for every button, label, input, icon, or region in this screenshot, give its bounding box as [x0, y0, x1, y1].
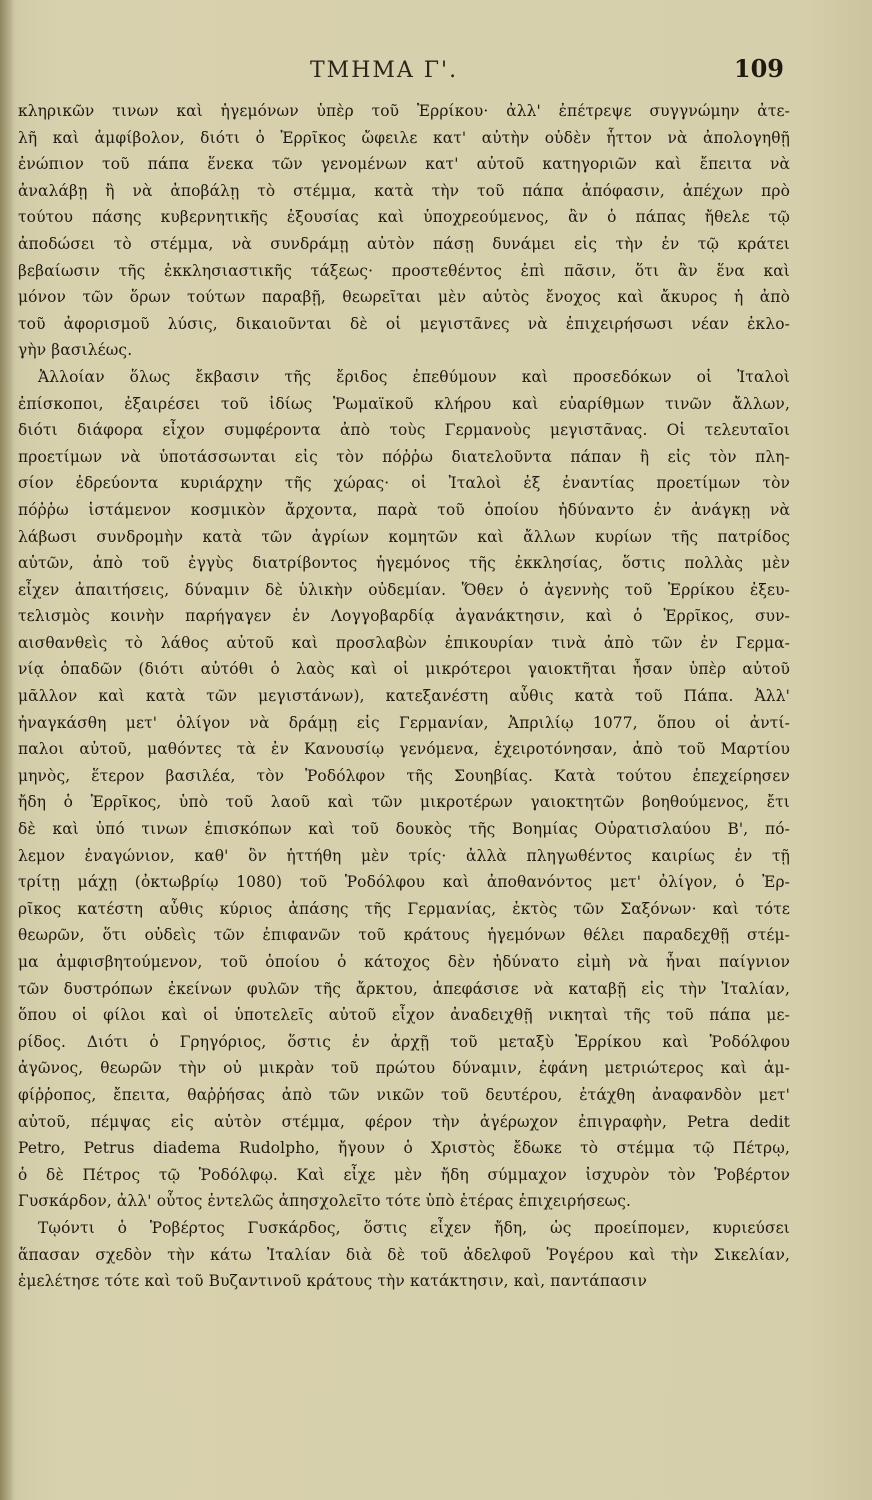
text-line: τρίτῃ μάχῃ (ὀκτωβρίῳ 1080) τοῦ Ῥοδόλφου καὶ ἀποθανόντος μετ' ὀλίγον, ὁ Ἐρ- [18, 873, 790, 892]
text-line: ὁ δὲ Πέτρος τῷ Ῥοδόλφῳ. Καὶ εἶχε μὲν ἤδη σύμμαχον ἰσχυρὸν τὸν Ῥοβέρτον [18, 1165, 790, 1184]
text-line: εἶχεν ἀπαιτήσεις, δύναμιν δὲ ὑλικὴν οὐδεμίαν. Ὅθεν ὁ ἀγεννὴς τοῦ Ἐρρίκου ἐξευ- [18, 580, 790, 599]
text-line: ἐμελέτησε τότε καὶ τοῦ Βυζαντινοῦ κράτους τὴν κατάκτησιν, καὶ, παντάπασιν [18, 1272, 647, 1291]
text-line: αὐτοῦ, πέμψας εἰς αὐτὸν στέμμα, φέρον τὴν ἀγέρωχον ἐπιγραφὴν, Petra dedit [18, 1112, 790, 1131]
text-line: λεμον ἐναγώνιον, καθ' ὃν ἡττήθη μὲν τρίς· ἀλλὰ πληγωθέντος καιρίως ἐν τῇ [18, 846, 790, 865]
text-line: μόνον τῶν ὅρων τούτων παραβῇ, θεωρεῖται μὲν αὐτὸς ἔνοχος καὶ ἄκυρος ἡ ἀπὸ [18, 288, 790, 307]
running-title: ΤΜΗΜΑ Γ'. [310, 58, 459, 83]
text-line: Γυσκάρδον, ἀλλ' οὗτος ἐντελῶς ἀπησχολεῖτο τότε ὑπὸ ἑτέρας ἐπιχειρήσεως. [18, 1192, 632, 1211]
text-line: παλοι αὐτοῦ, μαθόντες τὰ ἐν Κανουσίῳ γενόμενα, ἐχειροτόνησαν, ἀπὸ τοῦ Μαρτίου [18, 740, 790, 759]
text-line: μηνὸς, ἕτερον βασιλέα, τὸν Ῥοδόλφον τῆς Σουηβίας. Κατὰ τούτου ἐπεχείρησεν [18, 766, 790, 785]
page-gutter [0, 0, 14, 1500]
text-line: θεωρῶν, ὅτι οὐδεὶς τῶν ἐπιφανῶν τοῦ κράτους ἡγεμόνων θέλει παραδεχθῇ στέμ- [18, 926, 790, 945]
text-line: τελισμὸς κοινὴν παρήγαγεν ἐν Λογγοβαρδίᾳ ἀγανάκτησιν, καὶ ὁ Ἐρρῖκος, συν- [18, 607, 790, 626]
text-line: ἤδη ὁ Ἐρρῖκος, ὑπὸ τοῦ λαοῦ καὶ τῶν μικροτέρων γαιοκτητῶν βοηθούμενος, ἔτι [18, 793, 790, 812]
body-text [18, 98, 790, 1295]
text-line: ἀποδώσει τὸ στέμμα, νὰ συνδράμῃ αὐτὸν πάσῃ δυνάμει εἰς τὴν ἐν τῷ κράτει [18, 234, 790, 253]
text-line: Ἀλλοίαν ὅλως ἔκβασιν τῆς ἔριδος ἐπεθύμουν καὶ προσεδόκων οἱ Ἰταλοὶ [38, 367, 790, 386]
text-line: ἅπασαν σχεδὸν τὴν κάτω Ἰταλίαν διὰ δὲ τοῦ ἀδελφοῦ Ῥογέρου καὶ τὴν Σικελίαν, [18, 1245, 790, 1264]
text-line: Petro, Petrus diadema Rudolpho, ἤγουν ὁ Χριστὸς ἔδωκε τὸ στέμμα τῷ Πέτρῳ, [18, 1139, 790, 1158]
text-line: κληρικῶν τινων καὶ ἡγεμόνων ὑπὲρ τοῦ Ἐρρίκου· ἀλλ' ἐπέτρεψε συγγνώμην ἀτε- [18, 102, 790, 120]
text-line: προετίμων νὰ ὑποτάσσωνται εἰς τὸν πόῤῥω διατελοῦντα πάπαν ἢ εἰς τὸν πλη- [18, 447, 790, 466]
text-line: τούτου πάσης κυβερνητικῆς ἐξουσίας καὶ ὑποχρεούμενος, ἂν ὁ πάπας ἤθελε τῷ [18, 208, 790, 227]
text-line: φίῤῥοπος, ἔπειτα, θαῤῥήσας ἀπὸ τῶν νικῶν τοῦ δευτέρου, ἐτάχθη ἀναφανδὸν μετ' [18, 1085, 790, 1104]
text-line: αισθανθεὶς τὸ λάθος αὐτοῦ καὶ προσλαβὼν ἐπικουρίαν τινὰ ἀπὸ τῶν ἐν Γερμα- [18, 633, 790, 652]
text-line: τοῦ ἀφορισμοῦ λύσις, δικαιοῦνται δὲ οἱ μεγιστᾶνες νὰ ἐπιχειρήσωσι νέαν ἐκλο- [18, 314, 790, 333]
text-line: ὅπου οἱ φίλοι καὶ οἱ ὑποτελεῖς αὐτοῦ εἶχον ἀναδειχθῇ νικηταὶ τῆς τοῦ πάπα με- [18, 1006, 790, 1025]
text-line: μᾶλλον καὶ κατὰ τῶν μεγιστάνων), κατεξανέστη αὖθις κατὰ τοῦ Πάπα. Ἀλλ' [18, 687, 790, 706]
text-line: λῆ καὶ ἀμφίβολον, διότι ὁ Ἐρρῖκος ὤφειλε κατ' αὐτὴν οὐδὲν ἧττον νὰ ἀπολογηθῇ [18, 128, 790, 147]
text-line: Τῳόντι ὁ Ῥοβέρτος Γυσκάρδος, ὅστις εἶχεν ἤδη, ὡς προείπομεν, κυριεύσει [38, 1218, 790, 1237]
text-line: ἀναλάβῃ ἢ νὰ ἀποβάλῃ τὸ στέμμα, κατὰ τὴν τοῦ πάπα ἀπόφασιν, ἀπέχων πρὸ [18, 181, 790, 200]
text-line: μα ἀμφισβητούμενον, τοῦ ὁποίου ὁ κάτοχος δὲν ἠδύνατο εἰμὴ νὰ ἦναι παίγνιον [18, 953, 790, 971]
text-line: γὴν βασιλέως. [18, 341, 133, 360]
text-line: ἀγῶνος, θεωρῶν τὴν οὐ μικρὰν τοῦ πρώτου δύναμιν, ἐφάνη μετριώτερος καὶ ἀμ- [18, 1059, 790, 1078]
text-line: νίᾳ ὀπαδῶν (διότι αὐτόθι ὁ λαὸς καὶ οἱ μικρότεροι γαιοκτῆται ἦσαν ὑπὲρ αὐτοῦ [18, 660, 790, 679]
text-line: ἠναγκάσθη μετ' ὀλίγον νὰ δράμῃ εἰς Γερμανίαν, Ἀπριλίῳ 1077, ὅπου οἱ ἀντί- [18, 713, 790, 732]
text-line: αὐτῶν, ἀπὸ τοῦ ἐγγὺς διατρίβοντος ἡγεμόνος τῆς ἐκκλησίας, ὅστις πολλὰς μὲν [18, 554, 790, 573]
text-line: πόῤῥω ἱστάμενον κοσμικὸν ἄρχοντα, παρὰ τοῦ ὁποίου ἠδύναντο ἐν ἀνάγκῃ νὰ [18, 500, 790, 519]
text-line: ἐπίσκοποι, ἐξαιρέσει τοῦ ἰδίως Ῥωμαϊκοῦ κλήρου καὶ εὐαρίθμων τινῶν ἄλλων, [18, 394, 790, 413]
text-line: λάβωσι συνδρομὴν κατὰ τῶν ἀγρίων κομητῶν καὶ ἄλλων κυρίων τῆς πατρίδος [18, 527, 790, 546]
text-line: τῶν δυστρόπων ἐκείνων φυλῶν τῆς ἄρκτου, ἀπεφάσισε νὰ καταβῇ εἰς τὴν Ἰταλίαν, [18, 979, 790, 998]
text-line: ἐνώπιον τοῦ πάπα ἕνεκα τῶν γενομένων κατ' αὐτοῦ κατηγοριῶν καὶ ἔπειτα νὰ [18, 155, 790, 174]
text-line: διότι διάφορα εἶχον συμφέροντα ἀπὸ τοὺς Γερμανοὺς μεγιστᾶνας. Οἱ τελευταῖοι [18, 421, 790, 440]
text-line: ρίδος. Διότι ὁ Γρηγόριος, ὅστις ἐν ἀρχῇ τοῦ μεταξὺ Ἐρρίκου καὶ Ῥοδόλφου [18, 1032, 790, 1051]
text-line: σίον ἐδρεύοντα κυριάρχην τῆς χώρας· οἱ Ἰταλοὶ ἐξ ἐναντίας προετίμων τὸν [18, 474, 790, 493]
text-line: βεβαίωσιν τῆς ἐκκλησιαστικῆς τάξεως· προστεθέντος ἐπὶ πᾶσιν, ὅτι ἂν ἕνα καὶ [18, 261, 790, 280]
text-line: ρῖκος κατέστη αὖθις κύριος ἁπάσης τῆς Γερμανίας, ἐκτὸς τῶν Σαξόνων· καὶ τότε [18, 899, 790, 918]
page-number: 109 [733, 54, 784, 83]
page-header [0, 50, 872, 94]
text-line: δὲ καὶ ὑπό τινων ἐπισκόπων καὶ τοῦ δουκὸς τῆς Βοημίας Οὐρατισλαύου Β', πό- [18, 820, 790, 839]
